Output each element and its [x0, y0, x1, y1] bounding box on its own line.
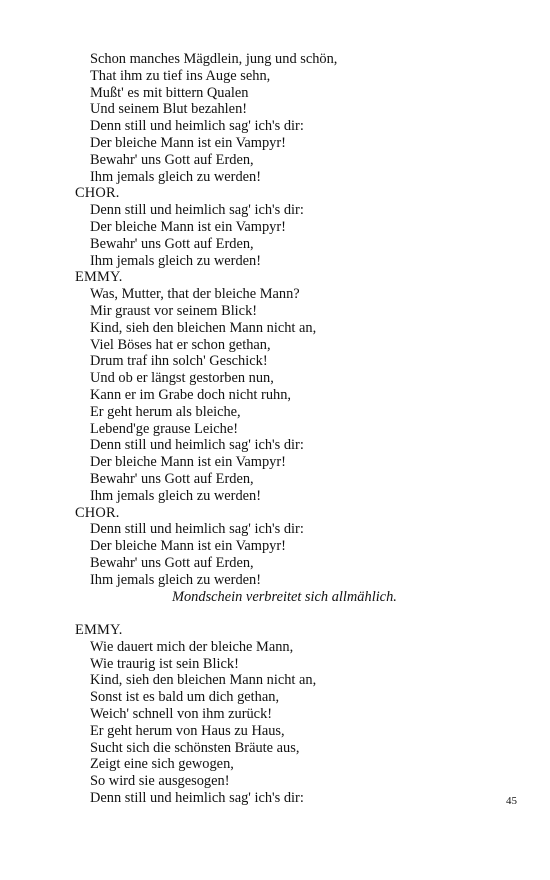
verse-line: That ihm zu tief ins Auge sehn, — [90, 67, 271, 84]
verse-line: Ihm jemals gleich zu werden! — [90, 252, 262, 269]
verse-line: Er geht herum von Haus zu Haus, — [90, 722, 285, 739]
verse-line: Bewahr' uns Gott auf Erden, — [90, 151, 254, 168]
verse-line: Denn still und heimlich sag' ich's dir: — [90, 202, 304, 219]
verse-line: Kann er im Grabe doch nicht ruhn, — [90, 386, 292, 403]
verse-line: Drum traf ihn solch' Geschick! — [90, 353, 268, 370]
verse-line: Kind, sieh den bleichen Mann nicht an, — [90, 319, 317, 336]
verse-line: Mir graust vor seinem Blick! — [90, 302, 258, 319]
verse-line: Ihm jemals gleich zu werden! — [90, 571, 262, 588]
libretto-text — [75, 51, 515, 807]
verse-line: Denn still und heimlich sag' ich's dir: — [90, 521, 304, 538]
verse-line: Bewahr' uns Gott auf Erden, — [90, 554, 254, 571]
speaker-name: EMMY. — [75, 269, 123, 286]
verse-line: Wie traurig ist sein Blick! — [90, 655, 239, 672]
verse-line: So wird sie ausgesogen! — [90, 773, 230, 790]
verse-line: Der bleiche Mann ist ein Vampyr! — [90, 538, 286, 555]
verse-line: Denn still und heimlich sag' ich's dir: — [90, 437, 304, 454]
speaker-name: CHOR. — [75, 504, 120, 521]
verse-line: Viel Böses hat er schon gethan, — [90, 336, 271, 353]
verse-line: Der bleiche Mann ist ein Vampyr! — [90, 134, 286, 151]
verse-line: Lebend'ge grause Leiche! — [90, 420, 239, 437]
stanza-gap — [75, 605, 515, 622]
verse-line: Der bleiche Mann ist ein Vampyr! — [90, 454, 286, 471]
verse-line: Der bleiche Mann ist ein Vampyr! — [90, 218, 286, 235]
page-number: 45 — [506, 795, 517, 807]
verse-line: Weich' schnell von ihm zurück! — [90, 706, 273, 723]
verse-line: Denn still und heimlich sag' ich's dir: — [90, 118, 304, 135]
verse-line: Er geht herum als bleiche, — [90, 403, 241, 420]
verse-line: Wie dauert mich der bleiche Mann, — [90, 638, 294, 655]
verse-line: Sonst ist es bald um dich gethan, — [90, 689, 280, 706]
speaker-name: CHOR. — [75, 185, 120, 202]
verse-line: Und ob er längst gestorben nun, — [90, 370, 274, 387]
verse-line: Und seinem Blut bezahlen! — [90, 101, 248, 118]
verse-line: Denn still und heimlich sag' ich's dir: — [90, 790, 304, 807]
verse-line: Zeigt eine sich gewogen, — [90, 756, 234, 773]
stage-direction: Mondschein verbreitet sich allmählich. — [172, 588, 397, 605]
verse-line: Mußt' es mit bittern Qualen — [90, 84, 249, 101]
speaker-name: EMMY. — [75, 622, 123, 639]
verse-line: Ihm jemals gleich zu werden! — [90, 168, 262, 185]
verse-line: Was, Mutter, that der bleiche Mann? — [90, 286, 300, 303]
verse-line: Sucht sich die schönsten Bräute aus, — [90, 739, 300, 756]
verse-line: Bewahr' uns Gott auf Erden, — [90, 470, 254, 487]
verse-line: Bewahr' uns Gott auf Erden, — [90, 235, 254, 252]
verse-line: Kind, sieh den bleichen Mann nicht an, — [90, 672, 317, 689]
verse-line: Ihm jemals gleich zu werden! — [90, 487, 262, 504]
verse-line: Schon manches Mägdlein, jung und schön, — [90, 51, 338, 67]
